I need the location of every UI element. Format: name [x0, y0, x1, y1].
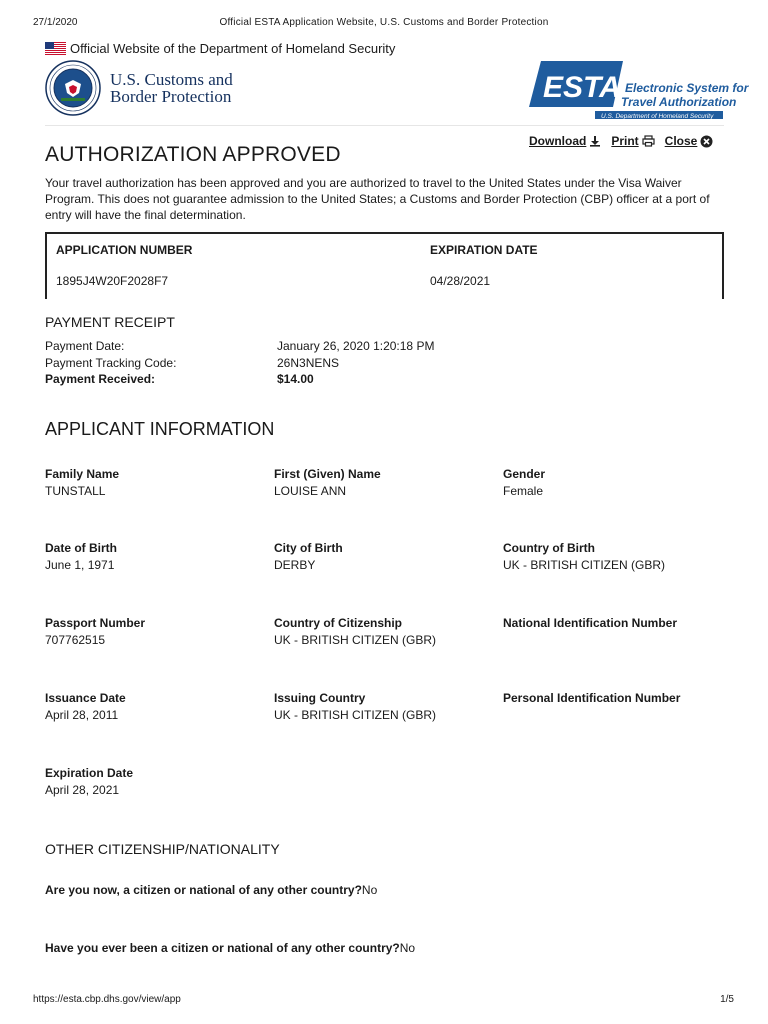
answer-text: No: [399, 941, 416, 955]
field-value: UK - BRITISH CITIZEN (GBR): [274, 633, 436, 647]
print-page-number: 1/5: [720, 994, 734, 1005]
application-number-label: APPLICATION NUMBER: [56, 243, 193, 257]
field-country-of-birth: [503, 540, 665, 573]
document-actions: [529, 134, 713, 148]
print-header: [0, 17, 768, 31]
expiration-date-value: 04/28/2021: [430, 274, 491, 288]
header-divider: [45, 125, 724, 126]
dhs-seal-icon: [45, 60, 101, 116]
field-value: April 28, 2021: [45, 783, 120, 797]
download-link[interactable]: [529, 134, 601, 148]
field-value: UK - BRITISH CITIZEN (GBR): [274, 708, 436, 722]
question-text: Have you ever been a citizen or national of any other country?: [45, 941, 400, 955]
us-flag-icon: [45, 42, 66, 55]
esta-line1: Electronic System for: [625, 81, 749, 95]
print-label: Print: [611, 134, 639, 148]
field-value: UK - BRITISH CITIZEN (GBR): [503, 558, 665, 572]
field-date-of-birth: [45, 540, 117, 573]
field-value: TUNSTALL: [45, 484, 106, 498]
other-citizenship-title: OTHER CITIZENSHIP/NATIONALITY: [45, 841, 280, 857]
field-personal-id-number: [503, 690, 680, 707]
field-passport-expiration-date: [45, 765, 133, 798]
application-number-value: 1895J4W20F2028F7: [56, 274, 169, 288]
applicant-info-title: APPLICANT INFORMATION: [45, 419, 275, 439]
print-date: 27/1/2020: [33, 17, 78, 28]
cbp-line1: U.S. Customs and: [110, 70, 233, 89]
field-label: Country of Birth: [503, 541, 595, 555]
application-summary-box: [45, 232, 724, 299]
payment-date-label: Payment Date:: [45, 339, 125, 353]
esta-line2: Travel Authorization: [621, 95, 737, 109]
authorization-text: Your travel authorization has been approved and you are authorized to travel to the United States under the Visa Waiver Program. This does not guarantee admission to the United States; a Customs and Border Protection (CBP) officer at a port of entry will have the final determination.: [45, 176, 710, 222]
citizenship-question-1: [45, 883, 377, 897]
answer-text: No: [361, 883, 378, 897]
official-site-text: Official Website of the Department of Homeland Security: [70, 40, 396, 56]
esta-logo[interactable]: [529, 59, 749, 121]
field-value: LOUISE ANN: [274, 484, 347, 498]
field-value: DERBY: [274, 558, 316, 572]
cbp-line2: Border Protection: [110, 87, 232, 106]
authorization-title: AUTHORIZATION APPROVED: [45, 143, 341, 166]
question-text: Are you now, a citizen or national of any other country?: [45, 883, 362, 897]
payment-date-row: [45, 339, 435, 353]
field-label: Gender: [503, 467, 546, 481]
esta-line3: U.S. Department of Homeland Security: [601, 113, 714, 120]
cbp-wordmark: [110, 71, 233, 105]
field-issuing-country: [274, 690, 436, 723]
expiration-date-label: EXPIRATION DATE: [430, 243, 538, 257]
field-gender: [503, 466, 545, 499]
print-url: https://esta.cbp.dhs.gov/view/app: [33, 994, 181, 1005]
field-label: National Identification Number: [503, 616, 678, 630]
field-label: Issuance Date: [45, 691, 126, 705]
field-label: Family Name: [45, 467, 120, 481]
field-passport-number: [45, 615, 145, 648]
payment-date-value: January 26, 2020 1:20:18 PM: [277, 339, 435, 353]
field-label: Expiration Date: [45, 766, 134, 780]
field-label: Country of Citizenship: [274, 616, 402, 630]
field-label: Issuing Country: [274, 691, 366, 705]
field-label: Passport Number: [45, 616, 146, 630]
close-circle-icon: [700, 135, 713, 148]
field-city-of-birth: [274, 540, 343, 573]
download-icon: [589, 135, 601, 147]
download-label: Download: [529, 134, 587, 148]
field-value: 707762515: [45, 633, 106, 647]
print-page-title: Official ESTA Application Website, U.S. Customs and Border Protection: [219, 17, 549, 28]
field-given-name: [274, 466, 381, 499]
payment-tracking-value: 26N3NENS: [277, 356, 340, 370]
close-link[interactable]: [665, 134, 714, 148]
field-national-id-number: [503, 615, 677, 632]
field-label: City of Birth: [274, 541, 343, 555]
field-value: Female: [503, 484, 544, 498]
field-family-name: [45, 466, 119, 499]
payment-tracking-row: [45, 356, 340, 370]
citizenship-question-2: [45, 941, 415, 955]
print-icon: [642, 135, 655, 147]
field-label: Personal Identification Number: [503, 691, 681, 705]
esta-wordmark: ESTA: [543, 71, 621, 104]
payment-tracking-label: Payment Tracking Code:: [45, 356, 177, 370]
field-country-of-citizenship: [274, 615, 436, 648]
official-site-banner: [45, 40, 395, 56]
field-value: April 28, 2011: [45, 708, 119, 722]
cbp-logo[interactable]: [45, 60, 233, 116]
field-label: Date of Birth: [45, 541, 117, 555]
field-label: First (Given) Name: [274, 467, 381, 481]
payment-received-value: $14.00: [277, 372, 314, 386]
payment-received-row: [45, 372, 314, 386]
print-link[interactable]: [611, 134, 654, 148]
field-value: June 1, 1971: [45, 558, 115, 572]
payment-receipt-title: PAYMENT RECEIPT: [45, 314, 175, 330]
payment-received-label: Payment Received:: [45, 372, 156, 386]
close-label: Close: [664, 134, 698, 148]
field-issuance-date: [45, 690, 126, 723]
